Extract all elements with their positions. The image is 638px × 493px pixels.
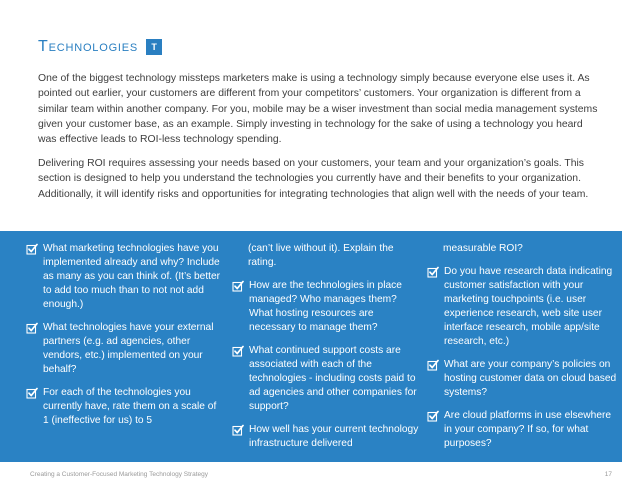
question-item — [427, 265, 619, 349]
questions-panel — [0, 231, 622, 462]
question-item — [427, 358, 619, 400]
question-item — [26, 386, 224, 428]
intro-paragraph-2: Delivering ROI requires assessing your needs based on your customers, your team and your organization’s goals. This section is designed to help you understand the technologies you currently have and their benefits to your organization. Additionally, it will identify risks and opportunities for integrating technologies that align well with the needs of your team. — [38, 158, 589, 200]
checkbox-checked-icon — [427, 266, 439, 278]
question-text: Are cloud platforms in use elsewhere in your company? If so, for what purposes? — [444, 410, 612, 449]
question-item — [232, 423, 420, 451]
footer-page-number: 17 — [604, 471, 612, 478]
question-text: What marketing technologies have you implemented already and why? Include as many as you can think of. (It’s better to add too much than to not not add enough.) — [43, 243, 221, 310]
checkbox-checked-icon — [232, 424, 244, 436]
question-text: What technologies have your external partners (e.g. ad agencies, other vendors, etc.) implemented on your behalf? — [43, 322, 214, 375]
checkbox-checked-icon — [232, 280, 244, 292]
checkbox-checked-icon — [232, 345, 244, 357]
checkbox-checked-icon — [26, 387, 38, 399]
question-text: Do you have research data indicating customer satisfaction with your marketing touchpoints (i.e. user experience research, web site user interface research, mobile app/site research, etc.) — [444, 266, 613, 347]
questions-column-1 — [26, 242, 224, 437]
question-text: For each of the technologies you currently have, rate them on a scale of 1 (ineffective for us) to 5 — [43, 387, 217, 426]
question-text: What continued support costs are associated with each of the technologies - including costs paid to ad agencies and other companies for support? — [249, 345, 417, 412]
question-item — [26, 321, 224, 377]
question-text: What are your company’s policies on hosting customer data on cloud based systems? — [444, 359, 617, 398]
checkbox-checked-icon — [427, 359, 439, 371]
question-item — [232, 279, 420, 335]
section-title: Technologies — [38, 38, 139, 55]
question-item — [427, 409, 619, 451]
question-text: How are the technologies in place managed? Who manages them? What hosting resources are necessary to manage them? — [249, 280, 402, 333]
checkbox-checked-icon — [427, 410, 439, 422]
section-header — [38, 38, 162, 56]
question-item — [232, 344, 420, 414]
section-badge: T — [146, 39, 162, 55]
questions-column-2 — [232, 242, 420, 460]
intro-paragraph-1: One of the biggest technology missteps marketers make is using a technology simply because everyone else uses it. As pointed out earlier, your customers are different from your competitors’ customers. Your organization is different from a similar team within another company. For you, mobile may be a wiser investment than social media management systems given your customer base, as an example. Simply investing in technology for the sake of using a technology you heard was effective leads to ROI-less technology spending. — [38, 73, 598, 146]
footer-document-title: Creating a Customer-Focused Marketing Technology Strategy — [30, 471, 208, 478]
page-footer — [30, 471, 612, 478]
question-continuation: measurable ROI? — [443, 243, 523, 254]
checkbox-checked-icon — [26, 243, 38, 255]
question-continuation: (can’t live without it). Explain the rating. — [248, 243, 394, 268]
checkbox-checked-icon — [26, 322, 38, 334]
questions-column-3 — [427, 242, 619, 460]
question-text: How well has your current technology infrastructure delivered — [249, 424, 419, 449]
question-item — [26, 242, 224, 312]
